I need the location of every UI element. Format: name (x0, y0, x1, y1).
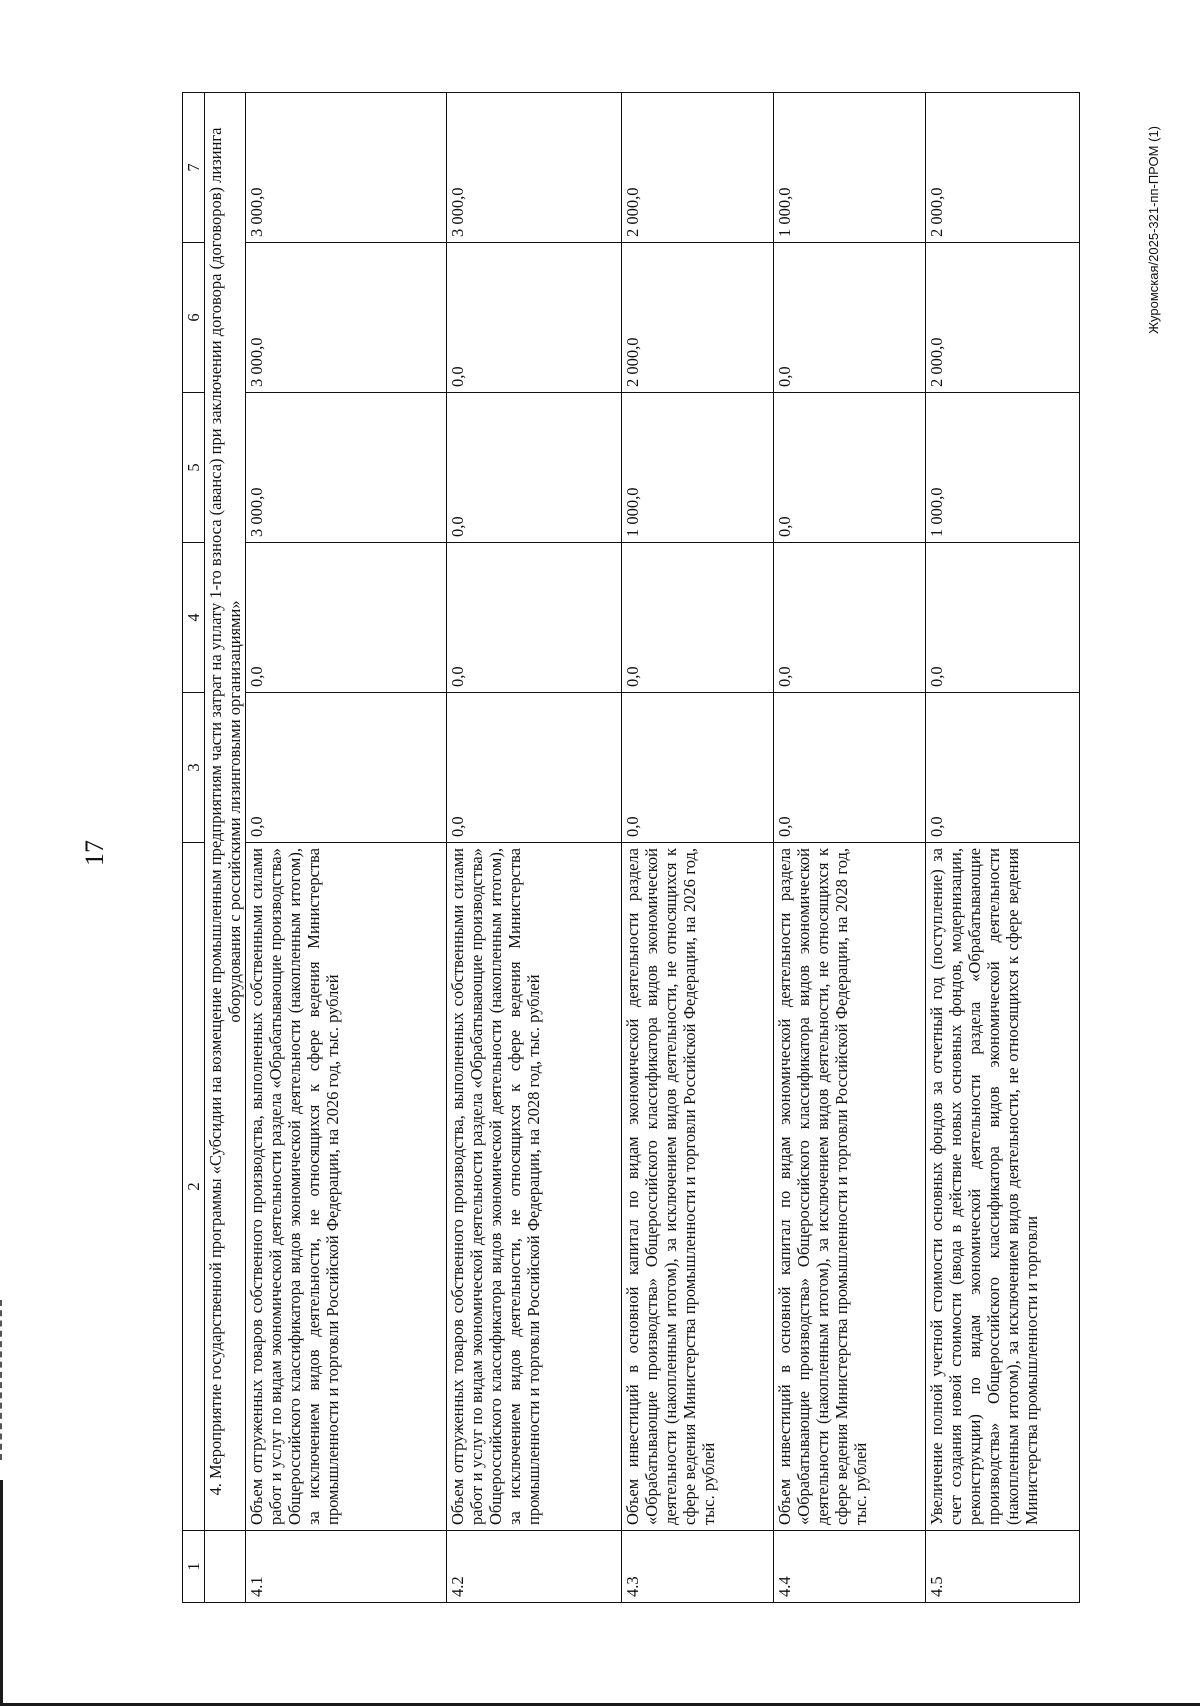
row-value: 0,0 (622, 693, 774, 843)
row-value: 3 000,0 (246, 243, 447, 393)
row-value: 0,0 (926, 543, 1080, 693)
row-description: Объем отгруженных товаров собственного производства, выполненных собственными силами работ и услуг по видам экономической деятельности раздела «Обрабатывающие производства» Общероссийского классификатора видов экономической деятельности (накопленным итогом), за исключением видов деятельности, не относящихся к сфере ведения Министерства промышленности и торговли Российской Федерации, на 2026 год, тыс. рублей (246, 843, 447, 1531)
table-row (246, 93, 447, 1603)
row-description: Увеличение полной учетной стоимости основных фондов за отчетный год (поступление) за счет создания новой стоимости (ввода в действие новых основных фондов, модернизации, реконструкции) по видам экономической деятельности раздела «Обрабатывающие производства» Общероссийского классификатора видов экономической деятельности (накопленным итогом), за исключением видов деятельности, не относящихся к сфере ведения Министерства промышленности и торговли (926, 843, 1080, 1531)
column-number: 4 (183, 543, 205, 693)
row-number: 4.1 (246, 1531, 447, 1603)
column-number: 6 (183, 243, 205, 393)
section-empty-cell (205, 1531, 246, 1603)
row-value: 1 000,0 (926, 393, 1080, 543)
table-row (774, 93, 926, 1603)
row-value: 0,0 (774, 243, 926, 393)
section-title: 4. Мероприятие государственной программы «Субсидии на возмещение промышленным предприятиям части затрат на уплату 1-го взноса (аванса) при заключении договора (договоров) лизинга оборудования с российскими лизинговыми организациями» (205, 93, 246, 1531)
row-value: 0,0 (447, 393, 622, 543)
row-value: 0,0 (622, 543, 774, 693)
indicators-table (182, 92, 1080, 1603)
row-description: Объем инвестиций в основной капитал по видам экономической деятельности раздела «Обрабатывающие производства» Общероссийского классификатора видов экономической деятельности (накопленным итогом), за исключением видов деятельности, не относящихся к сфере ведения Министерства промышленности и торговли Российской Федерации, на 2026 год, тыс. рублей (622, 843, 774, 1531)
section-row (205, 93, 246, 1603)
row-value: 0,0 (774, 693, 926, 843)
row-number: 4.2 (447, 1531, 622, 1603)
row-value: 0,0 (246, 693, 447, 843)
row-number: 4.4 (774, 1531, 926, 1603)
row-value: 0,0 (774, 393, 926, 543)
row-number: 4.5 (926, 1531, 1080, 1603)
table-row (926, 93, 1080, 1603)
column-number: 2 (183, 843, 205, 1531)
row-value: 0,0 (447, 243, 622, 393)
table-row (447, 93, 622, 1603)
row-value: 0,0 (447, 543, 622, 693)
row-value: 3 000,0 (246, 93, 447, 243)
row-value: 2 000,0 (926, 243, 1080, 393)
page-number: 17 (80, 840, 109, 866)
row-value: 2 000,0 (926, 93, 1080, 243)
row-value: 1 000,0 (774, 93, 926, 243)
row-number: 4.3 (622, 1531, 774, 1603)
column-number: 7 (183, 93, 205, 243)
row-value: 0,0 (774, 543, 926, 693)
row-value: 2 000,0 (622, 93, 774, 243)
row-value: 0,0 (447, 693, 622, 843)
row-value: 0,0 (246, 543, 447, 693)
row-description: Объем инвестиций в основной капитал по видам экономической деятельности раздела «Обрабатывающие производства» Общероссийского классификатора видов экономической деятельности (накопленным итогом), за исключением видов деятельности, не относящихся к сфере ведения Министерства промышленности и торговли Российской Федерации, на 2028 год, тыс. рублей (774, 843, 926, 1531)
column-number-row (183, 93, 205, 1603)
row-value: 3 000,0 (246, 393, 447, 543)
row-value: 1 000,0 (622, 393, 774, 543)
row-value: 3 000,0 (447, 93, 622, 243)
table-row (622, 93, 774, 1603)
row-description: Объем отгруженных товаров собственного производства, выполненных собственными силами работ и услуг по видам экономической деятельности раздела «Обрабатывающие производства» Общероссийского классификатора видов экономической деятельности (накопленным итогом), за исключением видов деятельности, не относящихся к сфере ведения Министерства промышленности и торговли Российской Федерации, на 2028 год, тыс. рублей (447, 843, 622, 1531)
column-number: 1 (183, 1531, 205, 1603)
row-value: 2 000,0 (622, 243, 774, 393)
column-number: 5 (183, 393, 205, 543)
footer-document-code: Журомская/2025-321-пп-ПРОМ (1) (1146, 126, 1161, 334)
row-value: 0,0 (926, 693, 1080, 843)
column-number: 3 (183, 693, 205, 843)
